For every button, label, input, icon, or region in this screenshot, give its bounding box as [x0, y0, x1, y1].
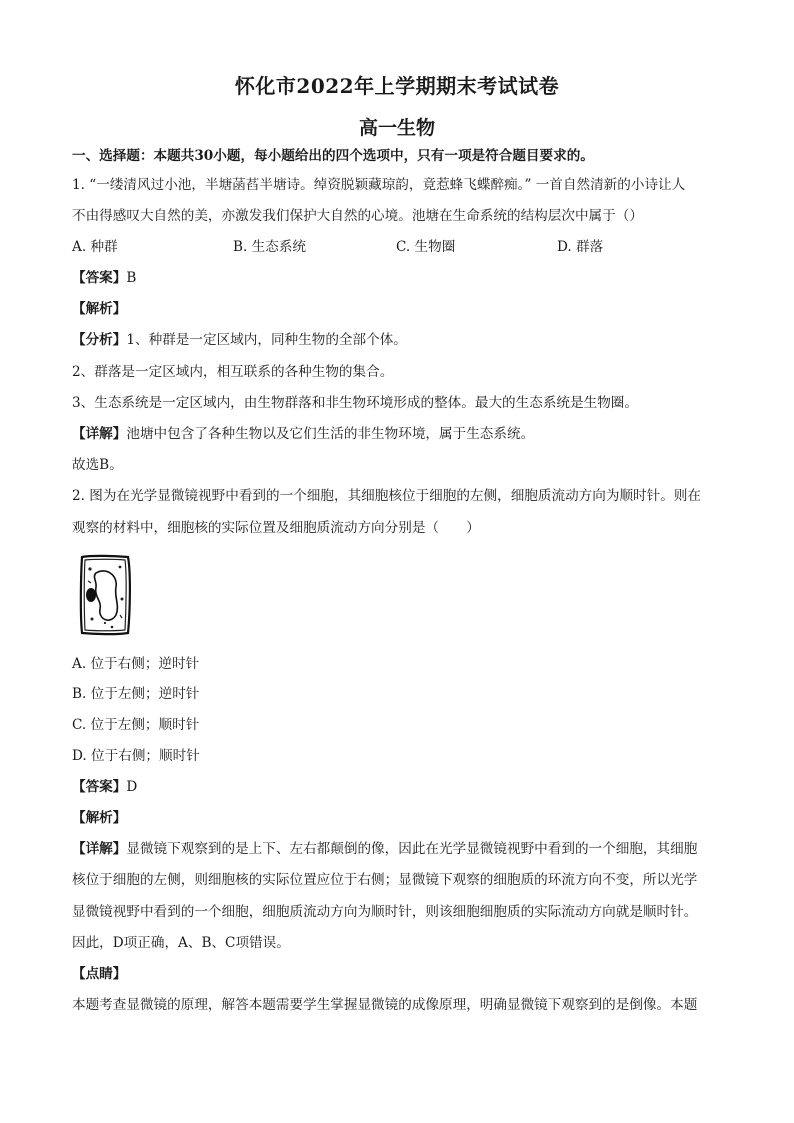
q2-analysis-label: 【解析】 — [72, 810, 127, 826]
section-heading: 一、选择题：本题共30小题，每小题给出的四个选项中，只有一项是符合题目要求的。 — [72, 148, 594, 164]
q1-point2: 2、群落是一定区域内，相互联系的各种生物的集合。 — [72, 364, 394, 380]
q2-dianjing-label: 【点睛】 — [72, 966, 127, 982]
q1-analysis-label: 【解析】 — [72, 301, 127, 317]
q1-detail — [72, 424, 722, 444]
q1-option-d: D. 群落 — [557, 239, 604, 255]
q2-detail-label: 【详解】 — [72, 841, 127, 857]
q2-detail-text: 显微镜下观察到的是上下、左右都颠倒的像，因此在光学显微镜视野中看到的一个细胞，其细胞 — [126, 841, 698, 857]
q2-detail-line2: 核位于细胞的左侧，则细胞核的实际位置应位于右侧；显微镜下观察的细胞质的环流方向不变，所以光学 — [72, 872, 698, 888]
q2-stem-line2: 观察的材料中，细胞核的实际位置及细胞质流动方向分别是（ ） — [72, 520, 480, 536]
q1-detail-label: 【详解】 — [72, 426, 127, 442]
q2-answer — [72, 777, 722, 797]
q1-answer-value: B — [126, 270, 137, 286]
q1-fenxi — [72, 330, 722, 350]
q1-option-c: C. 生物圈 — [396, 239, 456, 255]
plant-cell-sketch-icon — [76, 553, 134, 637]
q1-fenxi-text: 1、种群是一定区域内，同种生物的全部个体。 — [126, 332, 407, 348]
q1-point3: 3、生态系统是一定区域内，由生物群落和非生物环境形成的整体。最大的生态系统是生物圈。 — [72, 395, 638, 411]
q2-option-b: B. 位于左侧；逆时针 — [72, 686, 200, 702]
q2-detail-line4: 因此，D项正确，A、B、C项错误。 — [72, 935, 290, 951]
q2-answer-value: D — [126, 779, 138, 795]
q1-option-b: B. 生态系统 — [233, 239, 307, 255]
q2-detail-line3: 显微镜视野中看到的一个细胞，细胞质流动方向为顺时针，则该细胞细胞质的实际流动方向就是顺时针。 — [72, 904, 698, 920]
q1-answer — [72, 268, 722, 288]
q1-fenxi-label: 【分析】 — [72, 332, 127, 348]
q2-option-d: D. 位于右侧；顺时针 — [72, 748, 200, 764]
q2-stem-line1: 2. 图为在光学显微镜视野中看到的一个细胞，其细胞核位于细胞的左侧，细胞质流动方向为顺时针。则在 — [72, 488, 702, 504]
q2-dianjing-text: 本题考查显微镜的原理，解答本题需要学生掌握显微镜的成像原理，明确显微镜下观察到的是倒像。本题 — [72, 997, 698, 1013]
q1-stem-line2: 不由得感叹大自然的美，亦激发我们保护大自然的心境。池塘在生命系统的结构层次中属于（） — [72, 208, 643, 224]
q1-detail-text: 池塘中包含了各种生物以及它们生活的非生物环境，属于生态系统。 — [126, 426, 535, 442]
q1-option-a: A. 种群 — [72, 239, 118, 255]
q1-answer-label: 【答案】 — [72, 270, 127, 286]
q2-option-c: C. 位于左侧；顺时针 — [72, 717, 200, 733]
q2-answer-label: 【答案】 — [72, 779, 127, 795]
q2-detail-line1 — [72, 839, 722, 859]
q1-conclusion: 故选B。 — [72, 457, 123, 473]
q1-stem-line1: 1. “一缕清风过小池，半塘菡萏半塘诗。绰资脱颖藏琼韵，竟惹蜂飞蝶醉痴。” 一首自然清新的小诗让人 — [72, 177, 686, 193]
exam-subtitle: 高一生物 — [358, 117, 435, 139]
q2-option-a: A. 位于右侧；逆时针 — [72, 656, 200, 672]
exam-title: 怀化市2022年上学期期末考试试卷 — [234, 74, 560, 98]
